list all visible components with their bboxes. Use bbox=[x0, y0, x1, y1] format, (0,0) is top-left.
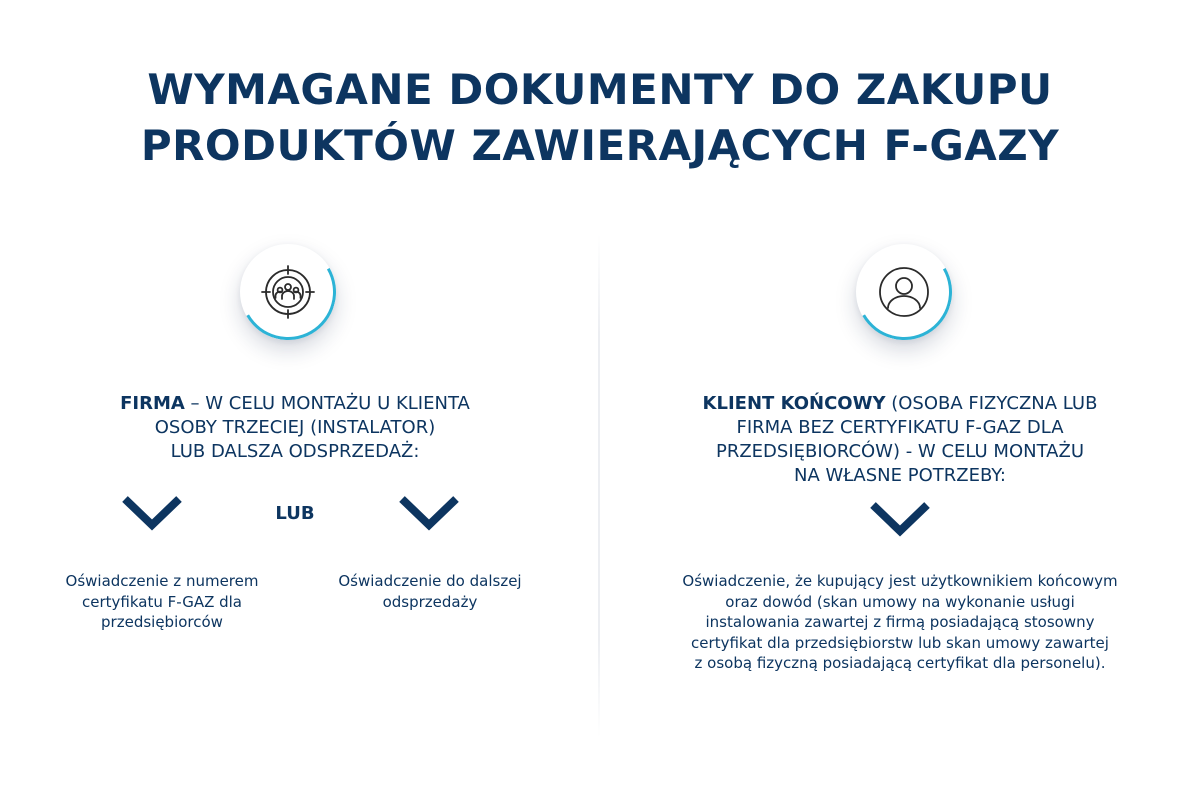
left-heading-line-3: LUB DALSZA ODSPRZEDAŻ: bbox=[170, 441, 420, 462]
right-description-line-1: Oświadczenie, że kupujący jest użytkownikiem końcowym bbox=[682, 572, 1118, 590]
left-heading bbox=[60, 392, 530, 464]
left-icon-badge bbox=[240, 244, 336, 340]
left-heading-line-2: OSOBY TRZECIEJ (INSTALATOR) bbox=[154, 417, 436, 438]
right-description-line-2: oraz dowód (skan umowy na wykonanie usługi bbox=[725, 592, 1075, 611]
right-heading-line-1 bbox=[640, 392, 1160, 416]
right-heading-bold: KLIENT KOŃCOWY bbox=[702, 393, 886, 414]
column-divider bbox=[598, 234, 600, 738]
left-heading-bold: FIRMA bbox=[120, 393, 185, 414]
right-description bbox=[620, 571, 1180, 674]
right-heading-line-3: PRZEDSIĘBIORCÓW) - W CELU MONTAŻU bbox=[715, 441, 1085, 462]
chevron-down-icon bbox=[398, 495, 460, 531]
right-description-line-4: certyfikat dla przedsiębiorstw lub skan umowy zawartej bbox=[691, 633, 1109, 652]
chevron-down-icon bbox=[869, 501, 931, 537]
right-description-line-5: z osobą fizyczną posiadającą certyfikat dla personelu). bbox=[694, 654, 1106, 672]
right-description-line-3: instalowania zawartej z firmą posiadającą stosowny bbox=[705, 613, 1095, 631]
left-option-1-line-2: certyfikatu F-GAZ dla bbox=[81, 592, 243, 611]
right-heading-line-2: FIRMA BEZ CERTYFIKATU F-GAZ DLA bbox=[736, 417, 1064, 438]
left-option-1-line-1: Oświadczenie z numerem bbox=[65, 572, 259, 590]
right-heading bbox=[640, 392, 1160, 488]
right-heading-line-4: NA WŁASNE POTRZEBY: bbox=[794, 465, 1006, 486]
page-title bbox=[0, 62, 1200, 174]
group-target-icon bbox=[260, 264, 316, 320]
left-option-certificate bbox=[32, 571, 292, 633]
right-icon-badge bbox=[856, 244, 952, 340]
left-option-2-line-2: odsprzedaży bbox=[382, 592, 478, 611]
page-title-line-2: PRODUKTÓW ZAWIERAJĄCYCH F-GAZY bbox=[140, 121, 1060, 170]
left-option-resale bbox=[304, 571, 556, 612]
left-option-2-line-1: Oświadczenie do dalszej bbox=[338, 572, 522, 590]
left-heading-line-1-rest: – W CELU MONTAŻU U KLIENTA bbox=[184, 393, 470, 414]
user-icon bbox=[876, 264, 932, 320]
chevron-down-icon bbox=[121, 495, 183, 531]
page-title-line-1: WYMAGANE DOKUMENTY DO ZAKUPU bbox=[147, 65, 1053, 114]
left-option-1-line-3: przedsiębiorców bbox=[101, 613, 223, 631]
right-heading-line-1-rest: (OSOBA FIZYCZNA LUB bbox=[885, 393, 1098, 414]
left-heading-line-1 bbox=[60, 392, 530, 416]
or-separator: LUB bbox=[275, 503, 315, 524]
